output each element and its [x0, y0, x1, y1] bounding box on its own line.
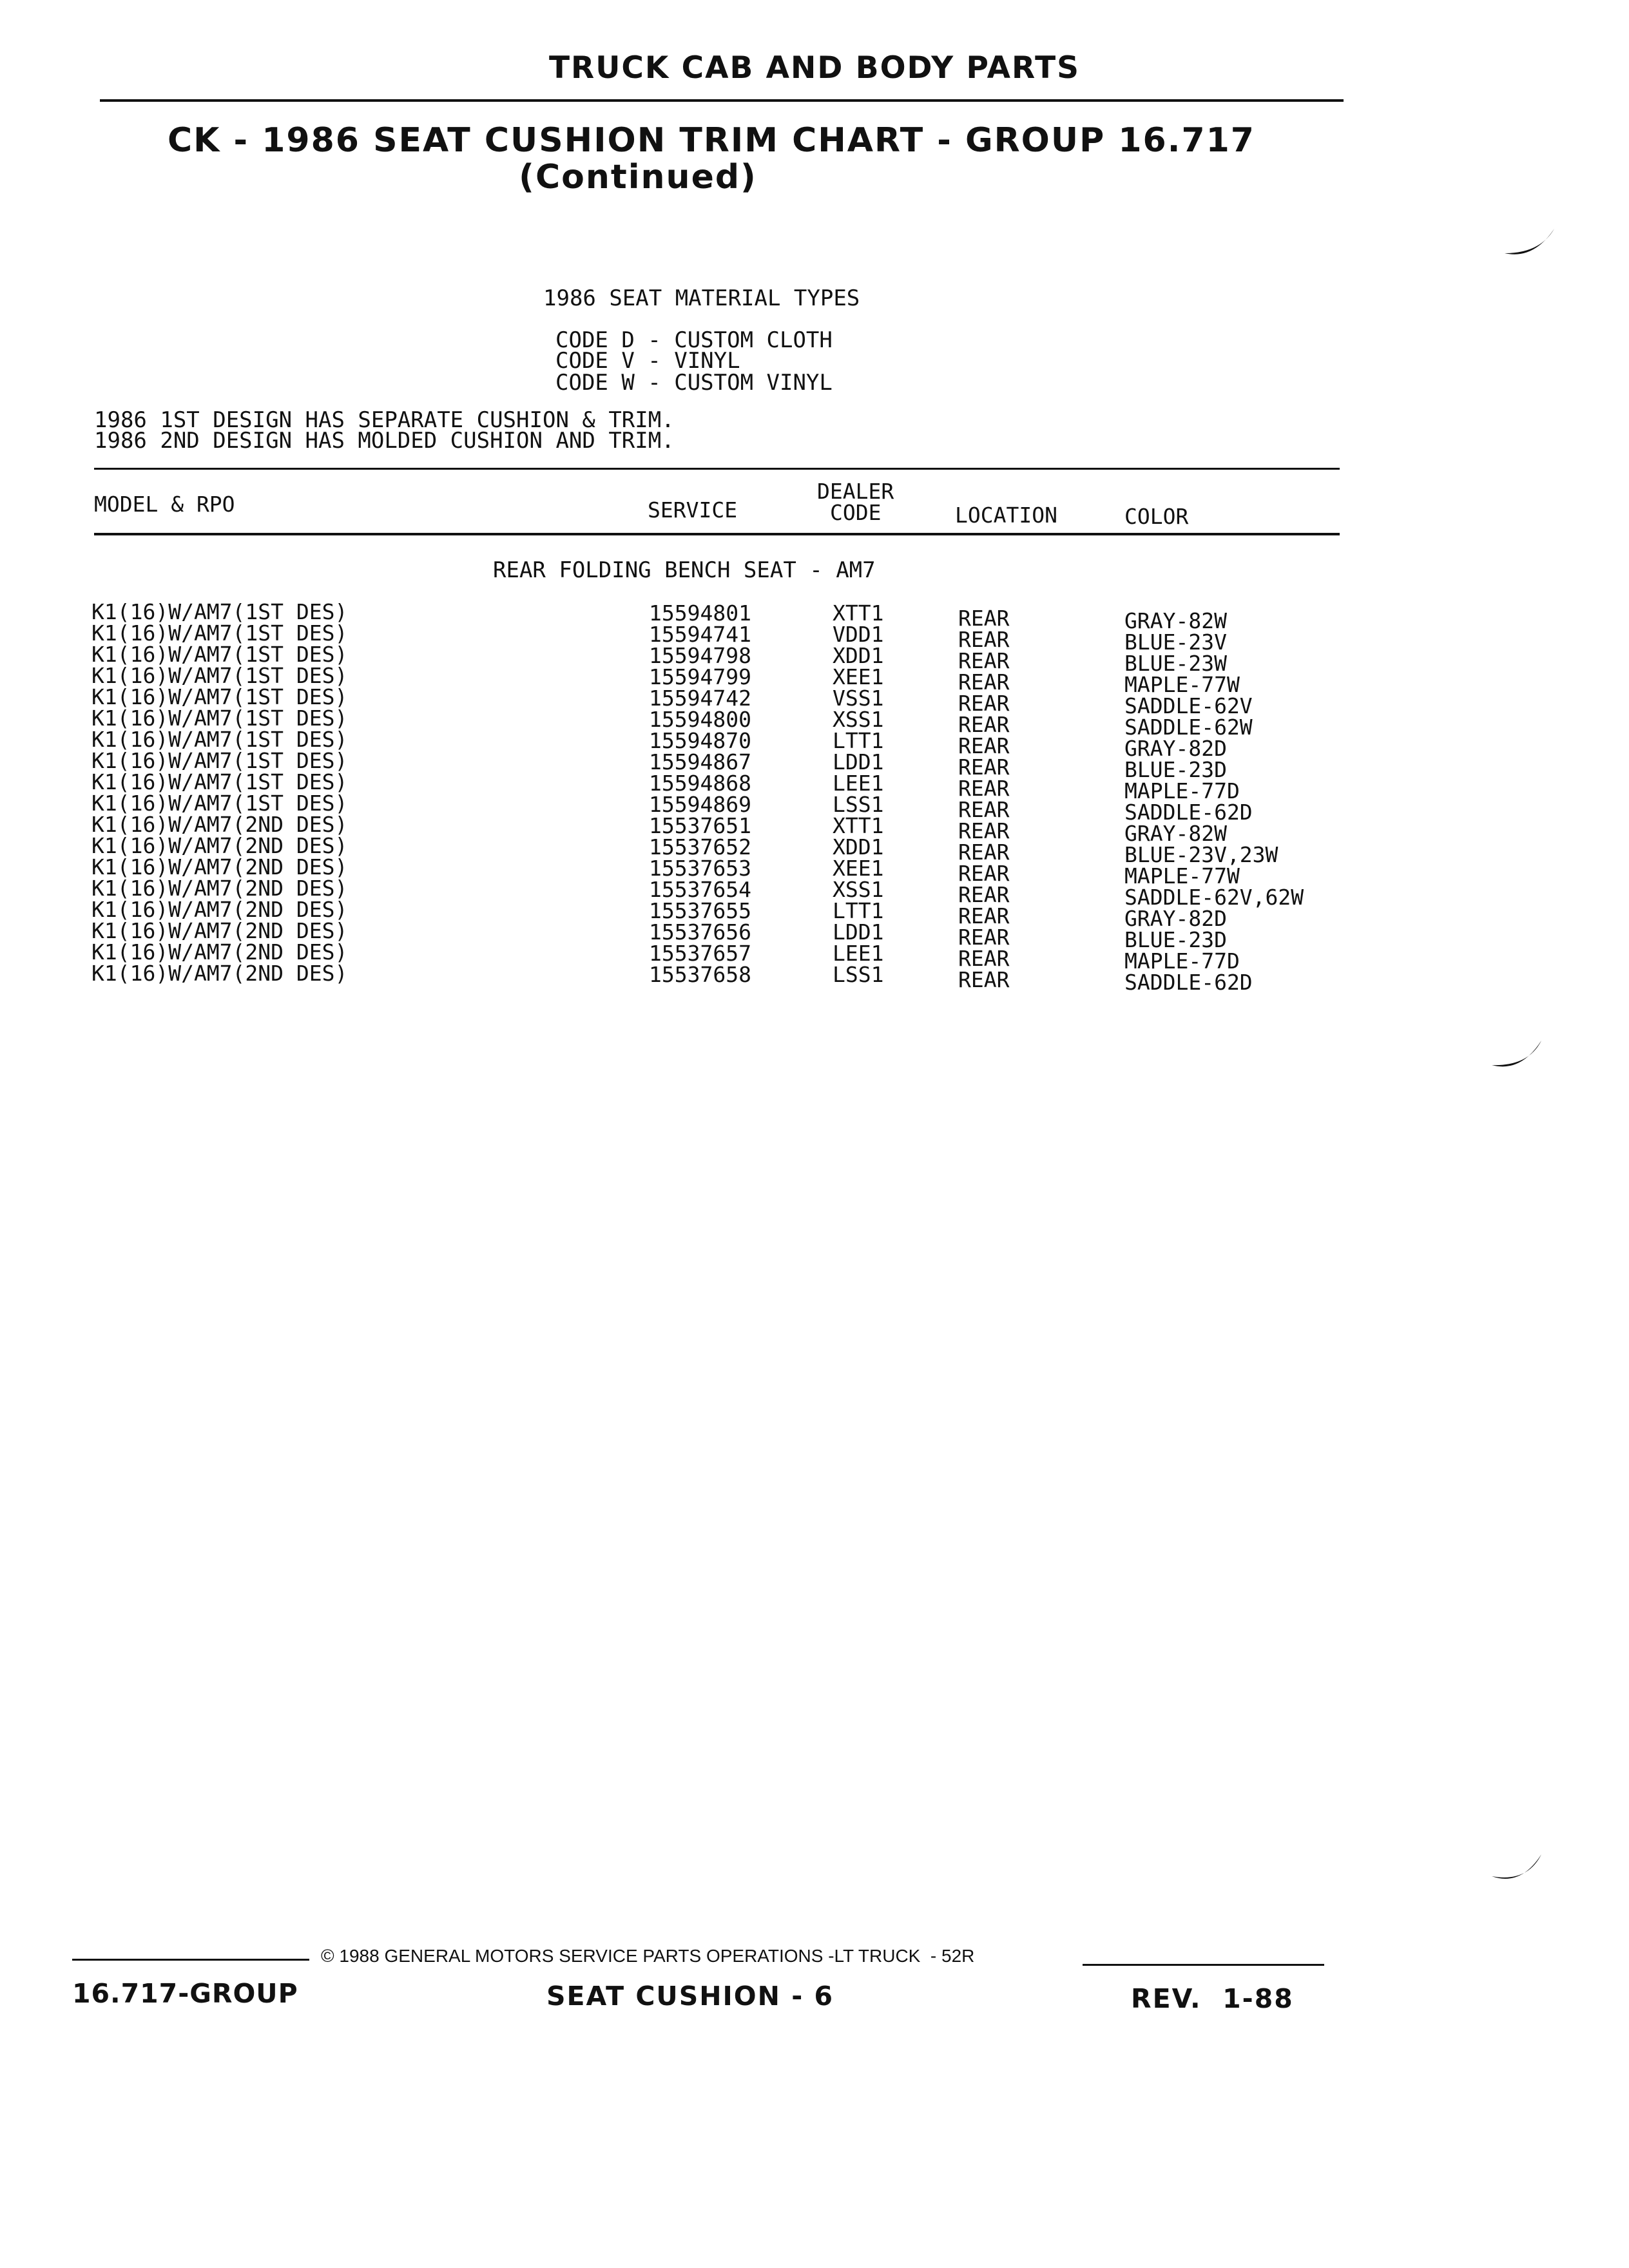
row-service-number: 15594870: [649, 728, 751, 753]
column-header-code: CODE: [830, 500, 882, 525]
row-model-rpo: K1(16)W/AM7(2ND DES): [92, 939, 348, 965]
row-location: REAR: [958, 818, 1010, 843]
row-color: SADDLE-62W: [1124, 715, 1253, 740]
table-row: [92, 918, 1348, 952]
row-model-rpo: K1(16)W/AM7(2ND DES): [92, 918, 348, 943]
table-row: [92, 769, 1348, 803]
row-dealer-code: XEE1: [833, 856, 884, 881]
table-row: [92, 748, 1348, 782]
table-row: [92, 642, 1348, 676]
row-service-number: 15594800: [649, 707, 751, 732]
row-dealer-code: LDD1: [833, 919, 884, 945]
design-note-2nd: 1986 2ND DESIGN HAS MOLDED CUSHION AND TRIM.: [94, 428, 675, 454]
table-row: [92, 620, 1348, 655]
row-service-number: 15594741: [649, 622, 751, 647]
row-service-number: 15594801: [649, 601, 751, 626]
row-dealer-code: XDD1: [833, 834, 884, 860]
row-dealer-code: XSS1: [833, 707, 884, 732]
row-service-number: 15594799: [649, 664, 751, 689]
footer-revision: REV. 1-88: [1131, 1983, 1294, 2014]
row-dealer-code: XTT1: [833, 813, 884, 838]
row-location: REAR: [958, 776, 1010, 801]
row-location: REAR: [958, 648, 1010, 673]
row-color: BLUE-23D: [1124, 927, 1227, 952]
row-dealer-code: XDD1: [833, 643, 884, 668]
table-row: [92, 727, 1348, 761]
table-row: [92, 833, 1348, 867]
row-model-rpo: K1(16)W/AM7(2ND DES): [92, 854, 348, 879]
table-row: [92, 897, 1348, 931]
scan-mark-3: [1489, 1849, 1547, 1894]
footer-rule-left: [72, 1959, 309, 1961]
row-service-number: 15537653: [649, 856, 751, 881]
row-model-rpo: K1(16)W/AM7(1ST DES): [92, 620, 348, 646]
row-location: REAR: [958, 754, 1010, 780]
row-color: BLUE-23D: [1124, 757, 1227, 782]
row-location: REAR: [958, 925, 1010, 950]
row-location: REAR: [958, 627, 1010, 652]
row-dealer-code: VSS1: [833, 686, 884, 711]
row-location: REAR: [958, 946, 1010, 971]
table-row: [92, 961, 1348, 995]
row-color: SADDLE-62V: [1124, 693, 1253, 718]
table-row: [92, 663, 1348, 697]
row-model-rpo: K1(16)W/AM7(1ST DES): [92, 727, 348, 752]
row-dealer-code: LSS1: [833, 962, 884, 987]
row-color: BLUE-23V,23W: [1124, 842, 1278, 867]
row-color: GRAY-82W: [1124, 821, 1227, 846]
row-service-number: 15537658: [649, 962, 751, 987]
row-model-rpo: K1(16)W/AM7(2ND DES): [92, 961, 348, 986]
row-dealer-code: LSS1: [833, 792, 884, 817]
material-code-w: CODE W - CUSTOM VINYL: [555, 370, 833, 396]
design-note-1st: 1986 1ST DESIGN HAS SEPARATE CUSHION & TRIM.: [94, 407, 675, 433]
row-dealer-code: LDD1: [833, 749, 884, 774]
row-service-number: 15594742: [649, 686, 751, 711]
row-color: MAPLE-77W: [1124, 672, 1240, 697]
row-service-number: 15537656: [649, 919, 751, 945]
chart-title: CK - 1986 SEAT CUSHION TRIM CHART - GROUP 16.717: [168, 121, 1255, 160]
row-service-number: 15537654: [649, 877, 751, 902]
row-location: REAR: [958, 903, 1010, 928]
row-dealer-code: XEE1: [833, 664, 884, 689]
row-color: GRAY-82W: [1124, 608, 1227, 633]
row-location: REAR: [958, 967, 1010, 992]
table-row: [92, 684, 1348, 718]
table-row: [92, 876, 1348, 910]
column-header-color: COLOR: [1124, 504, 1189, 529]
row-dealer-code: LTT1: [833, 728, 884, 753]
row-model-rpo: K1(16)W/AM7(2ND DES): [92, 876, 348, 901]
row-service-number: 15594798: [649, 643, 751, 668]
row-location: REAR: [958, 840, 1010, 865]
table-row: [92, 812, 1348, 846]
row-location: REAR: [958, 691, 1010, 716]
row-location: REAR: [958, 712, 1010, 737]
row-color: BLUE-23W: [1124, 651, 1227, 676]
footer-copyright: © 1988 GENERAL MOTORS SERVICE PARTS OPERATIONS -LT TRUCK - 52R: [321, 1946, 975, 1966]
table-row: [92, 706, 1348, 740]
row-color: SADDLE-62D: [1124, 970, 1253, 995]
row-model-rpo: K1(16)W/AM7(2ND DES): [92, 833, 348, 858]
column-header-dealer: DEALER: [817, 479, 894, 504]
parts-table: [92, 599, 1348, 999]
table-row: [92, 854, 1348, 889]
row-dealer-code: VDD1: [833, 622, 884, 647]
row-dealer-code: XTT1: [833, 601, 884, 626]
row-model-rpo: K1(16)W/AM7(1ST DES): [92, 684, 348, 709]
row-service-number: 15537655: [649, 898, 751, 923]
row-model-rpo: K1(16)W/AM7(1ST DES): [92, 748, 348, 773]
row-service-number: 15537652: [649, 834, 751, 860]
header-rule: [100, 99, 1344, 102]
row-location: REAR: [958, 606, 1010, 631]
row-color: SADDLE-62D: [1124, 800, 1253, 825]
row-dealer-code: LEE1: [833, 941, 884, 966]
row-model-rpo: K1(16)W/AM7(1ST DES): [92, 642, 348, 667]
section-title: REAR FOLDING BENCH SEAT - AM7: [493, 557, 876, 583]
row-color: MAPLE-77D: [1124, 948, 1240, 974]
chart-subtitle: (Continued): [519, 158, 757, 197]
row-location: REAR: [958, 669, 1010, 695]
row-model-rpo: K1(16)W/AM7(2ND DES): [92, 897, 348, 922]
row-location: REAR: [958, 797, 1010, 822]
row-service-number: 15537651: [649, 813, 751, 838]
row-color: GRAY-82D: [1124, 736, 1227, 761]
column-header-model: MODEL & RPO: [94, 492, 235, 517]
row-service-number: 15537657: [649, 941, 751, 966]
row-model-rpo: K1(16)W/AM7(2ND DES): [92, 812, 348, 837]
table-header-rule: [94, 533, 1340, 535]
footer-section: SEAT CUSHION - 6: [546, 1981, 834, 2012]
material-code-v: CODE V - VINYL: [555, 348, 740, 374]
table-top-rule: [94, 468, 1340, 470]
row-color: MAPLE-77D: [1124, 778, 1240, 803]
row-service-number: 15594867: [649, 749, 751, 774]
page-header-title: TRUCK CAB AND BODY PARTS: [548, 50, 1081, 86]
row-location: REAR: [958, 882, 1010, 907]
row-dealer-code: XSS1: [833, 877, 884, 902]
column-header-location: LOCATION: [955, 503, 1057, 528]
row-dealer-code: LTT1: [833, 898, 884, 923]
row-location: REAR: [958, 733, 1010, 758]
scan-mark-2: [1489, 1034, 1547, 1079]
row-color: MAPLE-77W: [1124, 863, 1240, 889]
footer-group: 16.717-GROUP: [72, 1978, 298, 2009]
row-location: REAR: [958, 861, 1010, 886]
footer-rule-right: [1083, 1964, 1324, 1966]
row-color: SADDLE-62V,62W: [1124, 885, 1304, 910]
row-dealer-code: LEE1: [833, 771, 884, 796]
column-header-service: SERVICE: [648, 497, 738, 523]
table-row: [92, 939, 1348, 974]
row-model-rpo: K1(16)W/AM7(1ST DES): [92, 706, 348, 731]
row-color: GRAY-82D: [1124, 906, 1227, 931]
scan-mark-1: [1501, 222, 1559, 267]
row-service-number: 15594869: [649, 792, 751, 817]
row-service-number: 15594868: [649, 771, 751, 796]
material-types-heading: 1986 SEAT MATERIAL TYPES: [543, 285, 860, 311]
row-model-rpo: K1(16)W/AM7(1ST DES): [92, 769, 348, 794]
row-model-rpo: K1(16)W/AM7(1ST DES): [92, 663, 348, 688]
row-model-rpo: K1(16)W/AM7(1ST DES): [92, 791, 348, 816]
material-code-d: CODE D - CUSTOM CLOTH: [555, 327, 833, 353]
table-row: [92, 599, 1348, 633]
row-color: BLUE-23V: [1124, 629, 1227, 655]
row-model-rpo: K1(16)W/AM7(1ST DES): [92, 599, 348, 624]
